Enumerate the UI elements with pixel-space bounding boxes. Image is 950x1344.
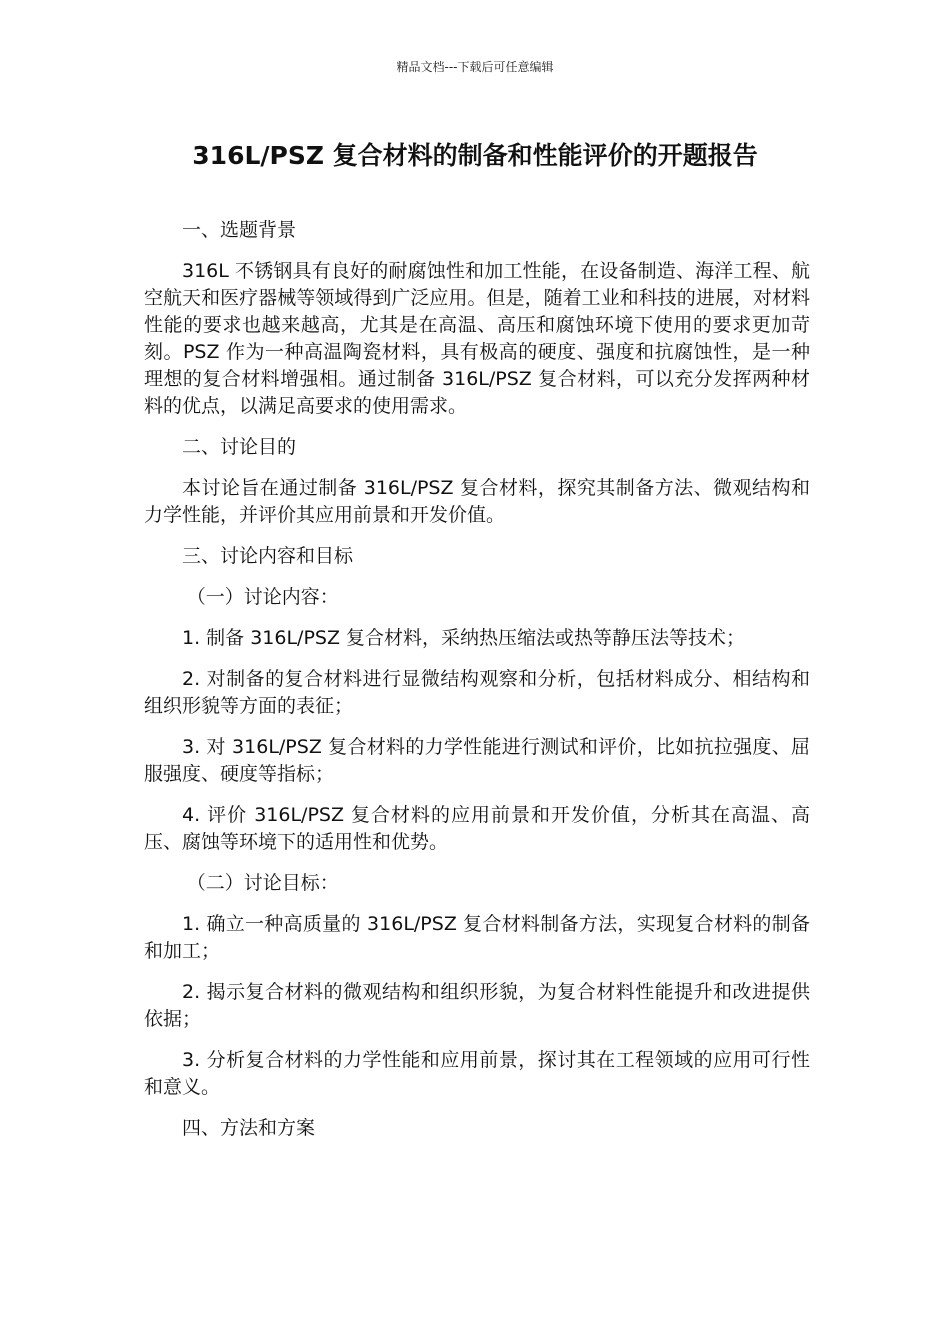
goal-item-1: 1. 确立一种高质量的 316L/PSZ 复合材料制备方法，实现复合材料的制备和加工； (144, 913, 810, 962)
header-note: 精品文档---下载后可任意编辑 (396, 60, 554, 74)
section-heading-purpose: 二、讨论目的 (182, 436, 297, 458)
content-item-1: 1. 制备 316L/PSZ 复合材料，采纳热压缩法或热等静压法等技术； (182, 627, 746, 649)
section-heading-methods: 四、方法和方案 (182, 1117, 316, 1139)
section-heading-content-goals: 三、讨论内容和目标 (182, 545, 354, 567)
content-item-2: 2. 对制备的复合材料进行显微结构观察和分析，包括材料成分、相结构和组织形貌等方面的表征； (144, 668, 810, 717)
paragraph-background: 316L 不锈钢具有良好的耐腐蚀性和加工性能，在设备制造、海洋工程、航空航天和医疗器械等领域得到广泛应用。但是，随着工业和科技的进展，对材料性能的要求也越来越高，尤其是在高温、高压和腐蚀环境下使用的要求更加苛刻。PSZ 作为一种高温陶瓷材料，具有极高的硬度、强度和抗腐蚀性，是一种理想的复合材料增强相。通过制备 316L/PSZ 复合材料，可以充分发挥两种材料的优点，以满足高要求的使用需求。 (144, 260, 810, 417)
subheading-goals: （二）讨论目标： (186, 872, 339, 894)
subheading-content: （一）讨论内容： (186, 586, 339, 608)
goal-item-2: 2. 揭示复合材料的微观结构和组织形貌，为复合材料性能提升和改进提供依据； (144, 981, 810, 1030)
document-body (144, 217, 810, 1142)
content-item-3: 3. 对 316L/PSZ 复合材料的力学性能进行测试和评价，比如抗拉强度、屈服强度、硬度等指标； (144, 736, 810, 785)
section-heading-background: 一、选题背景 (182, 219, 297, 241)
content-item-4: 4. 评价 316L/PSZ 复合材料的应用前景和开发价值，分析其在高温、高压、腐蚀等环境下的适用性和优势。 (144, 804, 810, 853)
document-title: 316L/PSZ 复合材料的制备和性能评价的开题报告 (192, 141, 758, 170)
goal-item-3: 3. 分析复合材料的力学性能和应用前景，探讨其在工程领域的应用可行性和意义。 (144, 1049, 810, 1098)
paragraph-purpose: 本讨论旨在通过制备 316L/PSZ 复合材料，探究其制备方法、微观结构和力学性能，并评价其应用前景和开发价值。 (144, 477, 810, 526)
